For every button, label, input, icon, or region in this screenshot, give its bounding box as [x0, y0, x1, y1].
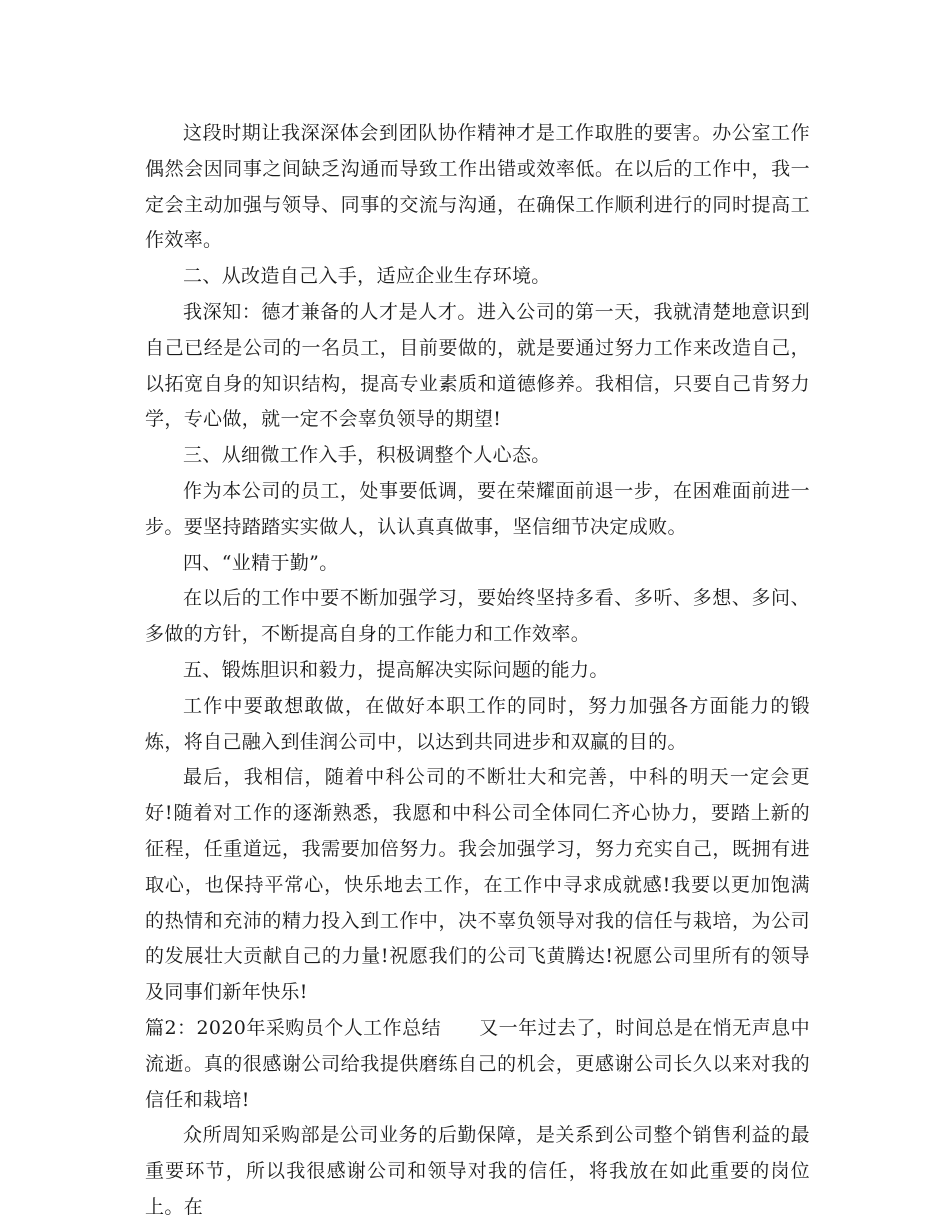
paragraph-courage: 工作中要敢想敢做，在做好本职工作的同时，努力加强各方面能力的锻炼，将自己融入到佳润公司中，以达到共同进步和双赢的目的。: [145, 694, 810, 753]
heading-five: 五、锻炼胆识和毅力，提高解决实际问题的能力。: [183, 658, 609, 681]
document-body: [145, 116, 810, 1226]
paragraph-attitude: 作为本公司的员工，处事要低调，要在荣耀面前退一步，在困难面前进一步。要坚持踏踏实实做人，认认真真做事，坚信细节决定成败。: [145, 479, 810, 538]
paragraph-purchasing: 众所周知采购部是公司业务的后勤保障，是关系到公司整个销售利益的最重要环节，所以我很感谢公司和领导对我的信任，将我放在如此重要的岗位上。在: [145, 1124, 810, 1218]
heading-two: 二、从改造自己入手，适应企业生存环境。: [183, 265, 551, 288]
paragraph-learning: 在以后的工作中要不断加强学习，要始终坚持多看、多听、多想、多问、多做的方针，不断提高自身的工作能力和工作效率。: [145, 587, 810, 646]
heading-three: 三、从细微工作入手，积极调整个人心态。: [183, 444, 551, 467]
heading-four: 四、“业精于勤”。: [183, 551, 339, 574]
paragraph-conclusion: 最后，我相信，随着中科公司的不断壮大和完善，中科的明天一定会更好!随着对工作的逐渐熟悉，我愿和中科公司全体同仁齐心协力，要踏上新的征程，任重道远，我需要加倍努力。我会加强学习，努力充实自己，既拥有进取心，也保持平常心，快乐地去工作，在工作中寻求成就感!我要以更加饱满的热情和充沛的精力投入到工作中，决不辜负领导对我的信任与栽培，为公司的发展壮大贡献自己的力量!祝愿我们的公司飞黄腾达!祝愿公司里所有的领导及同事们新年快乐!: [145, 766, 810, 1004]
paragraph-self-improvement: 我深知：德才兼备的人才是人才。进入公司的第一天，我就清楚地意识到自己已经是公司的一名员工，目前要做的，就是要通过努力工作来改造自己，以拓宽自身的知识结构，提高专业素质和道德修养。我相信，只要自己肯努力学，专心做，就一定不会辜负领导的期望!: [145, 300, 810, 431]
section-heading: 篇2：2020年采购员个人工作总结: [145, 1016, 442, 1039]
section-first-text: 又一年过去了，时间总是在悄无声息中流逝。真的很感谢公司给我提供磨练自己的机会，更感谢公司长久以来对我的信任和栽培!: [145, 1016, 810, 1111]
section-two-intro: [145, 1011, 810, 1118]
paragraph-teamwork: 这段时期让我深深体会到团队协作精神才是工作取胜的要害。办公室工作偶然会因同事之间缺乏沟通而导致工作出错或效率低。在以后的工作中，我一定会主动加强与领导、同事的交流与沟通，在确保工作顺利进行的同时提高工作效率。: [145, 122, 810, 252]
